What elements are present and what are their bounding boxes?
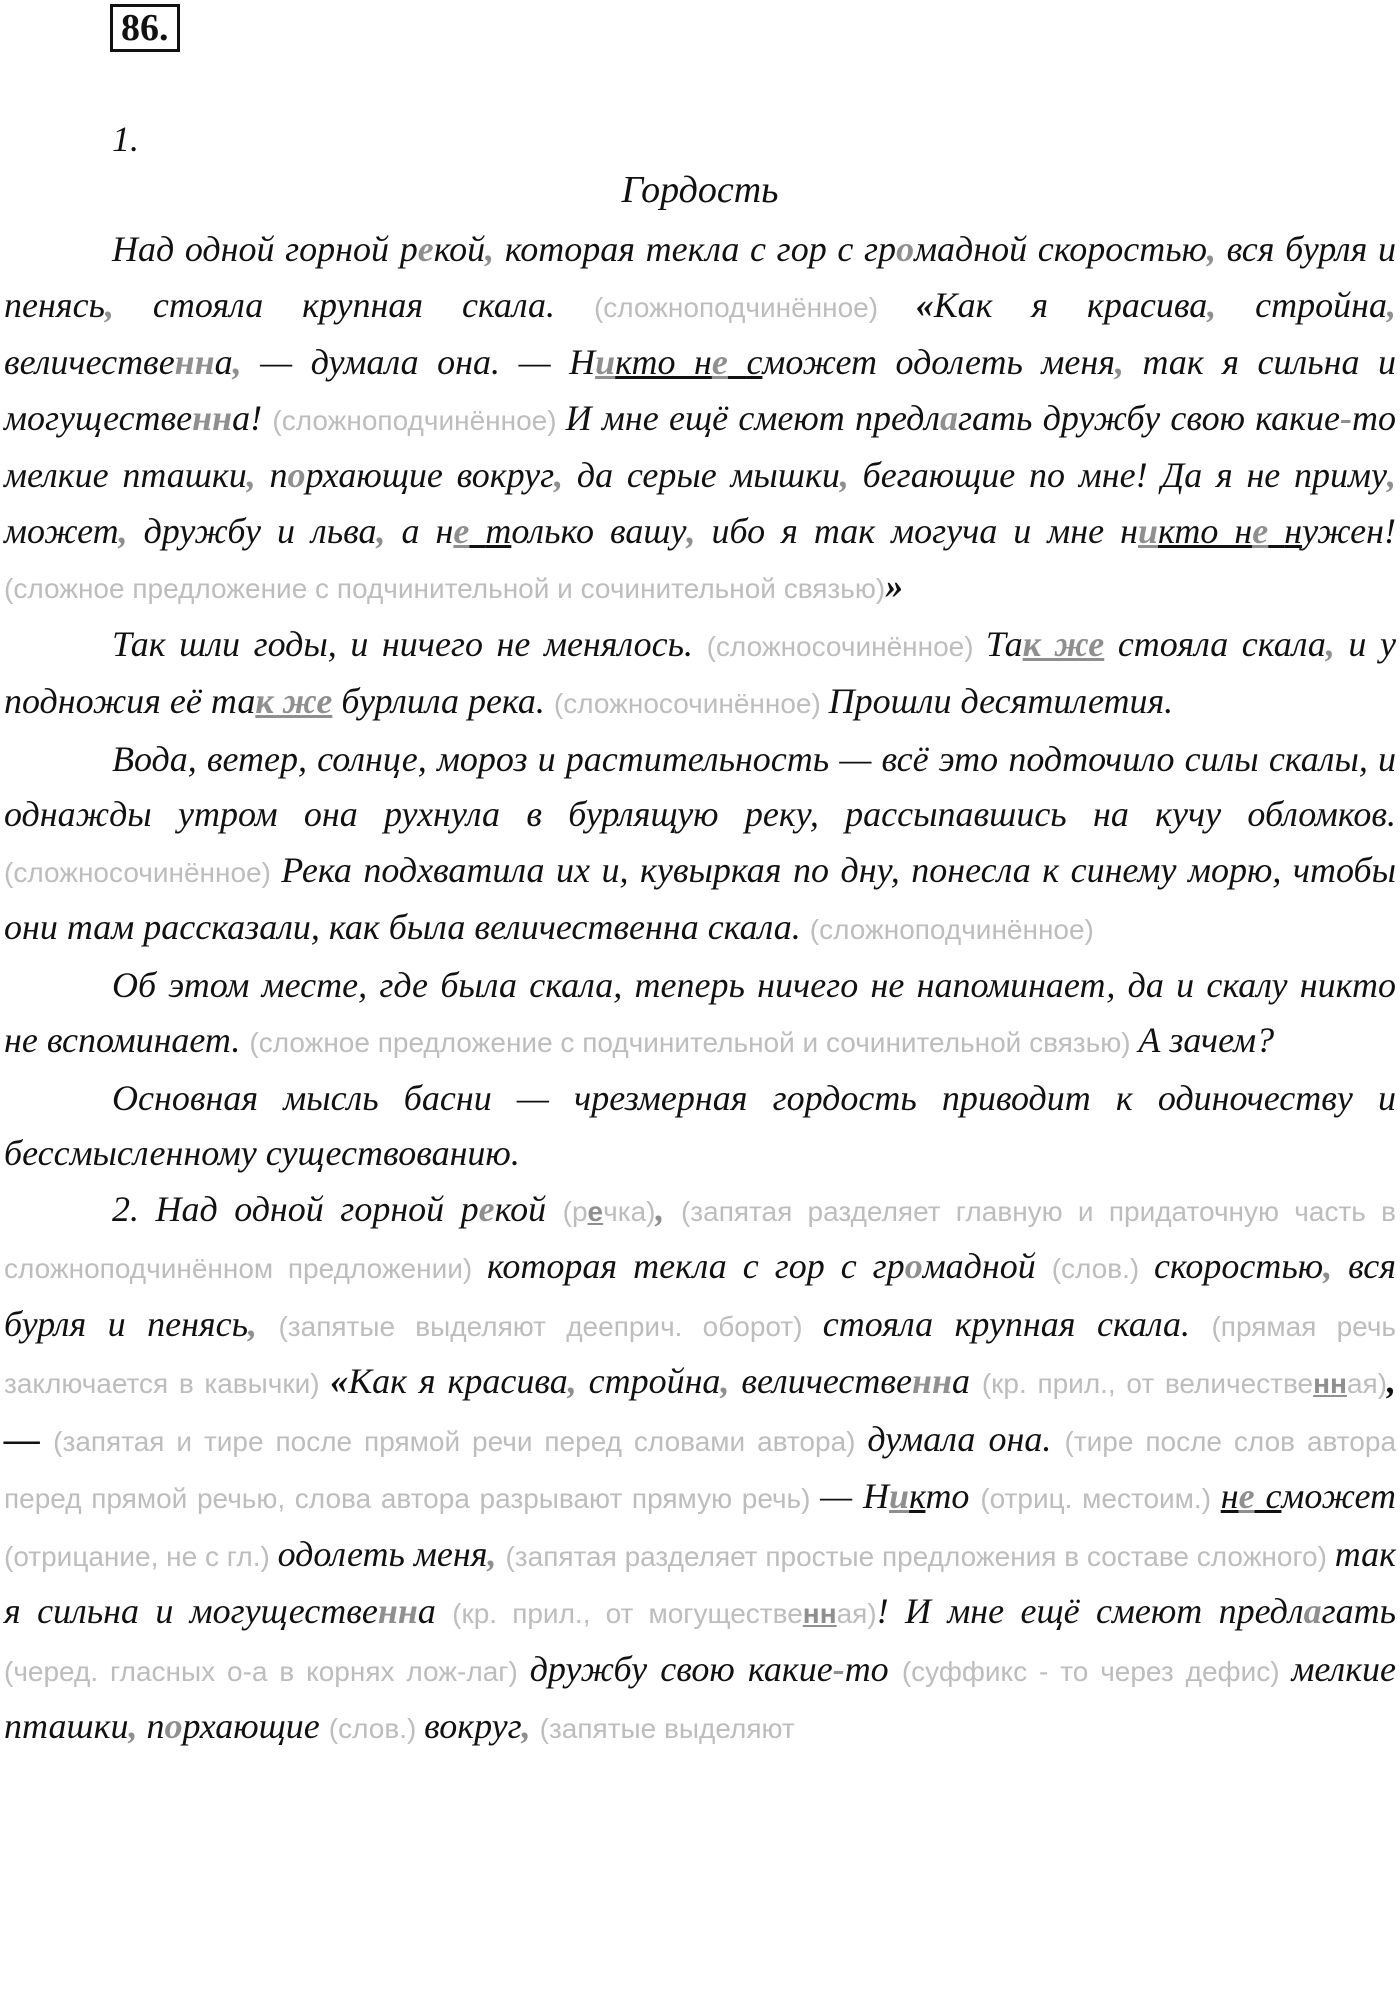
annotation: (сложное предложение с подчинительной и сочинительной связью): [4, 573, 886, 604]
annotation: (кр. прил., от могуществе: [452, 1598, 803, 1629]
annotation: (запятая разделяет простые предложения в составе сложного): [505, 1540, 1335, 1572]
paragraph-3: Вода, ветер, солнце, мороз и растительность — всё это подточило силы скалы, и однажды утром она рухнула в бурлящую реку, рассыпавшись на кучу обломков. (сложносочинённое) Река подхватила их и, кувыркая по дну, понесла к синему морю, чтобы они там рассказали, как была величественна скала. (сложноподчинённое): [4, 738, 1397, 947]
paragraph-5: Основная мысль басни — чрезмерная гордость приводит к одиночеству и бессмысленному существованию.: [4, 1077, 1396, 1173]
annotation: (суффикс - то через дефис): [901, 1655, 1292, 1687]
annotation: (сложносочинённое): [706, 630, 986, 662]
annotation: (сложное предложение с подчинительной и сочинительной связью): [249, 1027, 1139, 1058]
paragraph-6: 2. Над одной горной рекой (речка), (запятая разделяет главную и придаточную часть в сложноподчинённом предложении) которая текла с гор с громадной (слов.) скоростью, вся бурля и пенясь, (запятые выделяют дееприч. оборот) стояла крупная скала. (прямая речь заключается в кавычки) «Как я красива, стройна, величественна (кр. прил., от величественная), — (запятая и тире после прямой речи перед словами автора) думала она. (тире после слов автора перед прямой речью, слова автора разрывают прямую речь) — Никто (отриц. местоим.) не сможет (отрицание, не с гл.) одолеть меня, (запятая разделяет простые предложения в составе сложного) так я сильна и могущественна (кр. прил., от могущественная)! И мне ещё смеют предлагать (черед. гласных о-а в корнях лож-лаг) дружбу свою какие-то (суффикс - то через дефис) мелкие пташки, порхающие (слов.) вокруг, (запятые выделяют: [4, 1188, 1397, 1746]
annotation: (слов.): [328, 1713, 425, 1744]
paragraph-2: Так шли годы, и ничего не менялось. (сложносочинённое) Так же стояла скала, и у подножия её так же бурлила река. (сложносочинённое) Прошли десятилетия.: [4, 623, 1396, 721]
annotation: (черед. гласных о-а в корнях лож-лаг): [4, 1655, 530, 1687]
annotation: (запятая разделяет главную и придаточную часть в сложноподчинённом предложении): [4, 1195, 1397, 1284]
main-text: [4, 222, 1396, 1757]
annotation: (сложносочинённое): [4, 856, 282, 888]
annotation: (кр. прил., от величестве: [981, 1368, 1314, 1399]
item-number: 1.: [112, 119, 139, 159]
annotation: (р: [562, 1195, 588, 1227]
annotation: (запятые выделяют: [539, 1713, 795, 1744]
annotation: (прямая речь заключается в кавычки): [4, 1310, 1396, 1399]
task-number-box: 86.: [110, 4, 180, 52]
annotation: (тире после слов автора перед прямой речью, слова автора разрывают прямую речь): [4, 1425, 1397, 1514]
annotation: (слов.): [1051, 1253, 1154, 1284]
paragraph-4: Об этом месте, где была скала, теперь ничего не напоминает, да и скалу никто не вспоминает. (сложное предложение с подчинительной и сочинительной связью) А зачем?: [4, 964, 1396, 1060]
annotation: (запятые выделяют дееприч. оборот): [278, 1310, 823, 1342]
annotation: (сложносочинённое): [553, 688, 829, 719]
annotation: (сложноподчинённое): [593, 291, 916, 323]
annotation: (отриц. местоим.): [980, 1483, 1221, 1514]
annotation: (запятая и тире после прямой речи перед словами автора): [53, 1425, 868, 1457]
annotation: (отрицание, не с гл.): [4, 1540, 278, 1572]
text-title: Гордость: [621, 169, 779, 211]
annotation: (сложноподчинённое): [809, 914, 1094, 945]
annotation: (сложноподчинённое): [272, 404, 566, 436]
paragraph-1: Над одной горной рекой, которая текла с гор с громадной скоростью, вся бурля и пенясь, стояла крупная скала. (сложноподчинённое) «Как я красива, стройна, величественна, — думала она. — Никто не сможет одолеть меня, так я сильна и могущественна! (сложноподчинённое) И мне ещё смеют предлагать дружбу свою какие-то мелкие пташки, порхающие вокруг, да серые мышки, бегающие по мне! Да я не приму, может, дружбу и льва, а не только вашу, ибо я так могуча и мне никто не нужен! (сложное предложение с подчинительной и сочинительной связью)»: [4, 229, 1397, 606]
